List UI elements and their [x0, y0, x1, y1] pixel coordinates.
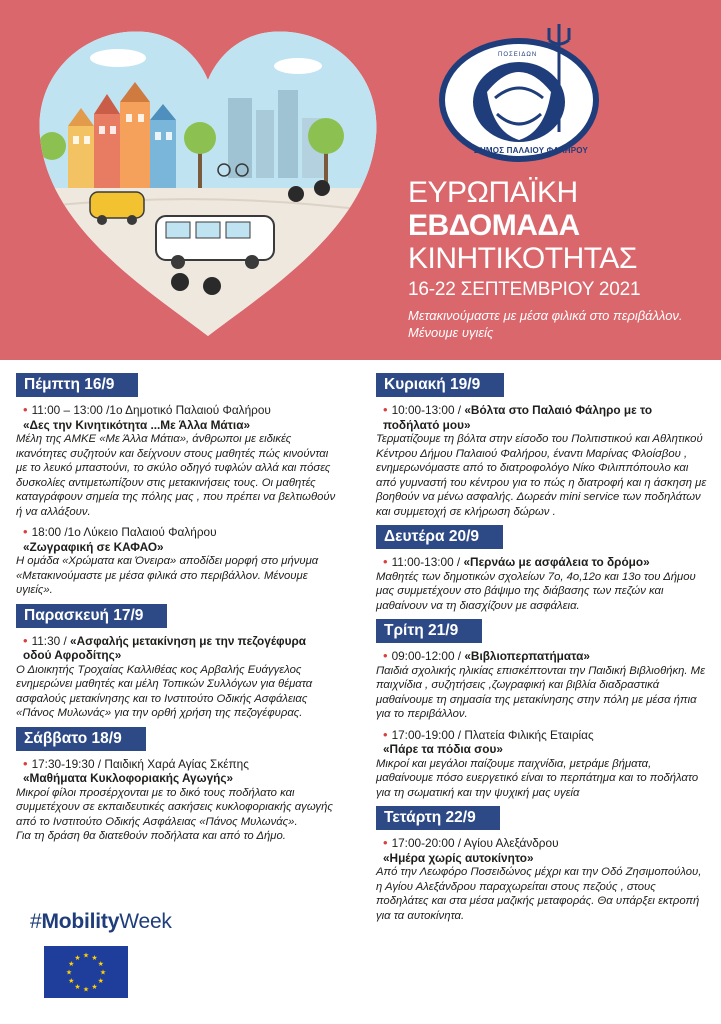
- event-title: «Μαθήματα Κυκλοφοριακής Αγωγής»: [23, 771, 234, 785]
- eu-star-icon: ★: [91, 954, 98, 962]
- event-description: Παιδιά σχολικής ηλικίας επισκέπτονται την Παιδική Βιβλιοθήκη. Με παιχνίδια , συζητήσεις ,ζωγραφική και βιβλία διαδραστικά μαθαίνουμε τη σημασία της μετακίνησης στην πόλη με μέσα ήπια για το περιβάλλον.: [376, 664, 706, 720]
- bullet-icon: •: [383, 554, 388, 569]
- day-badge-saturday: Σάββατο 18/9: [16, 727, 146, 751]
- eu-star-icon: ★: [65, 969, 73, 977]
- event-time: 17:00-20:00 / Αγίου Αλεξάνδρου: [391, 836, 559, 850]
- title-line-1: ΕΥΡΩΠΑΪΚΗ: [408, 176, 578, 209]
- bullet-icon: •: [23, 755, 28, 771]
- day-badge-sunday: Κυριακή 19/9: [376, 373, 504, 397]
- event-time: 11:00-13:00 /: [391, 555, 461, 569]
- event-tuesday-1: [376, 649, 708, 722]
- hashtag-bold: Mobility: [41, 910, 120, 933]
- heart-city-illustration: [28, 18, 388, 348]
- event-thursday-2: [16, 525, 342, 598]
- eu-star-icon: ★: [74, 984, 81, 992]
- logo-top-text: ΠΟΣΕΙΔΩΝ: [498, 52, 538, 58]
- event-time: 11:00 – 13:00 /1ο Δημοτικό Παλαιού Φαλήρου: [31, 403, 271, 417]
- event-time: 11:30 /: [31, 633, 67, 648]
- eu-star-icon: ★: [82, 952, 90, 960]
- event-title-inline: «Ασφαλής μετακίνηση με την πεζογέφυρα: [70, 633, 306, 648]
- event-title: «Ζωγραφική σε ΚΑΦΑΟ»: [23, 539, 164, 554]
- event-dates: 16-22 ΣΕΠΤΕΜΒΡΙΟΥ 2021: [408, 279, 641, 300]
- eu-star-icon: ★: [99, 969, 107, 977]
- title-line-3: ΚΙΝΗΤΙΚΟΤΗΤΑΣ: [408, 242, 637, 275]
- event-monday-1: [376, 555, 708, 613]
- event-description: Ο Διοικητής Τροχαίας Καλλιθέας κος Αρβαλής Ευάγγελος ενημερώνει μαθητές και μέλη Τοπικών Συλλόγων για θέματα ασφαλούς μετακίνησης και το Ινστιτούτο Οδικής Ασφάλειας «Πάνος Μυλωνάς» για την ορθή χρήση της πεζογέφυρας.: [16, 663, 313, 719]
- event-description: Μαθητές των δημοτικών σχολείων 7ο, 4ο,12ο και 13ο του Δήμου μας συμμετέχουν στο βάψιμο της διάβασης των πεζών και μαθαίνουν να τη διασχίζουν με ασφάλεια.: [376, 570, 696, 612]
- event-description: Από την Λεωφόρο Ποσειδώνος μέχρι και την Οδό Ζησιμοπούλου, η Αγίου Αλεξάνδρου παραχωρείται στους πεζούς , στους ποδηλάτες και στα μέσα μαζικής μεταφοράς. Θα υπάρξει εκτροπή για τα αυτοκίνητα.: [376, 866, 702, 922]
- day-badge-thursday: Πέμπτη 16/9: [16, 373, 138, 397]
- event-time: 10:00-13:00 /: [391, 403, 462, 417]
- bullet-icon: •: [23, 524, 28, 539]
- bullet-icon: •: [383, 648, 388, 663]
- hashtag-rest: Week: [119, 910, 172, 933]
- event-title: ποδήλατό μου»: [383, 417, 471, 432]
- event-friday-1: [16, 634, 342, 721]
- eu-star-icon: ★: [74, 954, 81, 962]
- bullet-icon: •: [23, 402, 28, 417]
- event-title: «Ημέρα χωρίς αυτοκίνητο»: [383, 850, 534, 865]
- event-title-inline: «Βόλτα στο Παλαιό Φάληρο με το: [464, 403, 653, 417]
- eu-flag-icon: [44, 946, 128, 998]
- mobility-week-hashtag: [30, 910, 172, 934]
- logo-bottom-text: ΔΗΜΟΣ ΠΑΛΑΙΟΥ ΦΑΛΗΡΟΥ: [474, 146, 589, 155]
- day-badge-monday: Δευτέρα 20/9: [376, 525, 503, 549]
- title-line-2: ΕΒΔΟΜΑΔΑ: [408, 209, 580, 242]
- event-wednesday-1: [376, 836, 708, 923]
- right-column: [376, 373, 708, 923]
- event-time: 18:00 /1ο Λύκειο Παλαιού Φαλήρου: [31, 525, 217, 539]
- title-block: [408, 176, 708, 341]
- day-badge-tuesday: Τρίτη 21/9: [376, 619, 482, 643]
- event-saturday-1: [16, 757, 342, 844]
- event-description: Τερματίζουμε τη βόλτα στην είσοδο του Πολιτιστικού και Αθλητικού Κέντρου Δήμου Παλαιού Φαλήρου, έναντι Μαρίνας Φλοίσβου , ενημερωνόμαστε από το διατροφολόγο Νίκο Φιλιππόπουλο και από γυμναστή του κέντρου για το πώς η διατροφή και η άσκηση με βοηθούν να μένω ασφαλής. Δωρεάν mini service των ποδηλάτων και συμμετοχή σε κλήρωση δώρων .: [376, 433, 707, 518]
- left-column: [16, 373, 342, 844]
- day-badge-friday: Παρασκευή 17/9: [16, 604, 167, 628]
- event-description: Μικροί και μεγάλοι παίζουμε παιχνίδια, μετράμε βήματα, μαθαίνουμε πόσο ευεργετικό είναι το περπάτημα και το ποδήλατο για τη σωματική και την ψυχική μας υγεία: [376, 757, 699, 799]
- eu-star-icon: ★: [68, 978, 75, 985]
- bullet-icon: •: [383, 402, 388, 417]
- event-time: 09:00-12:00 /: [391, 649, 462, 663]
- event-description: Η ομάδα «Χρώματα και Όνειρα» αποδίδει μορφή στο μήνυμα «Μετακινούμαστε με μέσα φιλικά στο περιβάλλον. Μένουμε υγιείς».: [16, 555, 319, 596]
- event-tuesday-2: [376, 728, 708, 801]
- bullet-icon: •: [23, 632, 28, 648]
- event-description: Μέλη της ΑΜΚΕ «Με Άλλα Μάτια», άνθρωποι με ειδικές ικανότητες συζητούν και δείχνουν στους μαθητές πώς κινούνται με το λευκό μπαστούνι, το σκύλο οδηγό τυφλών αλλά και πόσες δυσκολίες αντιμετωπίζουν στις μετακινήσεις τους. Οι μαθητές καταγράφουν σημεία της πόλης μας , που πρέπει να βελτιωθούν ή να αλλάξουν.: [16, 433, 336, 518]
- event-title-inline: «Βιβλιοπερπατήματα»: [464, 649, 590, 663]
- eu-star-icon: ★: [97, 978, 104, 985]
- event-title-inline: «Περνάω με ασφάλεια το δρόμο»: [463, 555, 650, 569]
- event-title: οδού Αφροδίτης»: [23, 648, 122, 662]
- event-title: «Δες την Κινητικότητα ...Με Άλλα Μάτια»: [23, 417, 251, 432]
- eu-star-icon: ★: [68, 961, 75, 968]
- event-thursday-1: [16, 403, 342, 519]
- event-description: Μικροί φίλοι προσέρχονται με το δικό τους ποδήλατο και συμμετέχουν σε εκπαιδευτικές ασκήσεις κυκλοφοριακής αγωγής από το Ινστιτούτο Οδικής Ασφάλειας «Πάνος Μυλωνάς».: [16, 786, 333, 828]
- header-banner: [0, 0, 721, 360]
- motto: Μετακινούμαστε με μέσα φιλικά στο περιβάλλον. Μένουμε υγιείς: [408, 308, 683, 340]
- eu-star-icon: ★: [82, 986, 90, 994]
- day-badge-wednesday: Τετάρτη 22/9: [376, 806, 500, 830]
- eu-star-icon: ★: [97, 961, 104, 968]
- hashtag-prefix: #: [30, 910, 42, 933]
- event-note: Για τη δράση θα διατεθούν ποδήλατα και από το Δήμο.: [16, 830, 286, 842]
- event-time: 17:30-19:30 / Παιδική Χαρά Αγίας Σκέπης: [31, 756, 249, 771]
- eu-star-icon: ★: [91, 984, 98, 992]
- bullet-icon: •: [383, 726, 388, 742]
- event-sunday-1: [376, 403, 708, 519]
- bullet-icon: •: [383, 835, 388, 850]
- event-title: «Πάρε τα πόδια σου»: [383, 742, 503, 756]
- event-time: 17:00-19:00 / Πλατεία Φιλικής Εταιρίας: [391, 727, 594, 742]
